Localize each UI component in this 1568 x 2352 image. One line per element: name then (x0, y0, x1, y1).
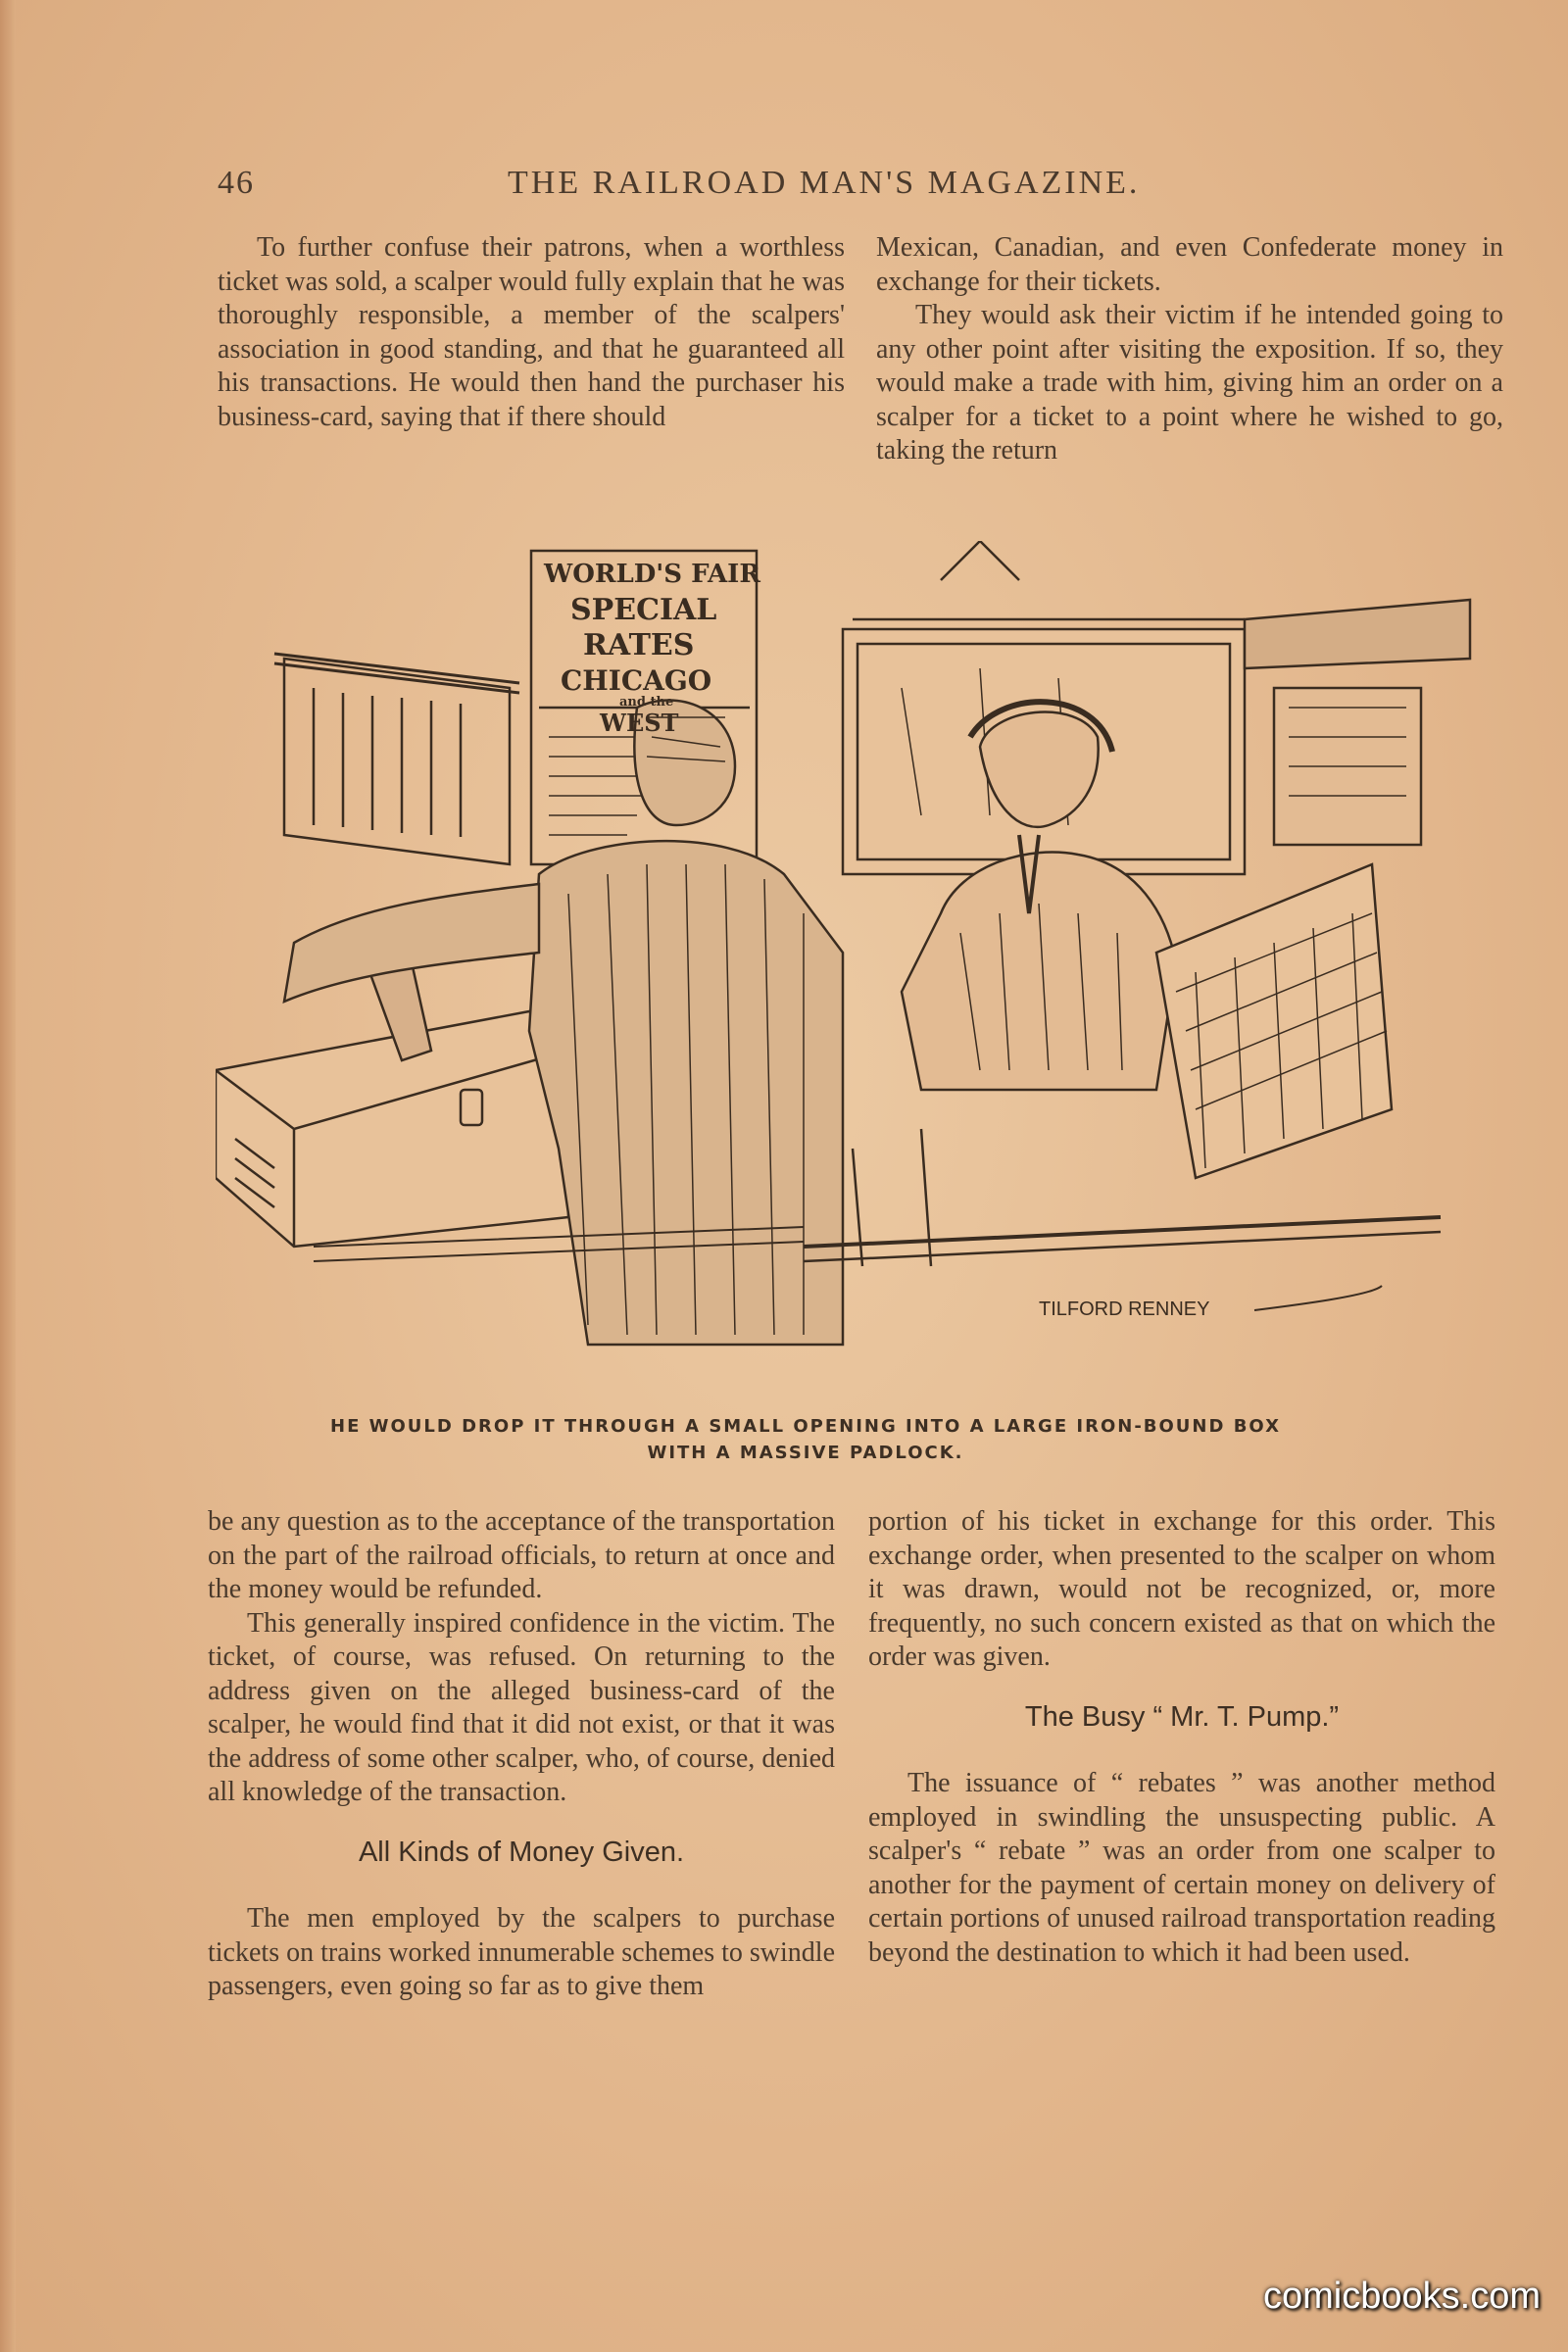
section-heading: All Kinds of Money Given. (358, 1836, 685, 1868)
paragraph: Mexican, Canadian, and even Confederate money in exchange for their tickets. (876, 232, 1503, 297)
sign-line: RATES (583, 628, 695, 662)
caption-line: WITH A MASSIVE PADLOCK. (647, 1443, 964, 1463)
paragraph: They would ask their victim if he intended going to any other point after visiting the exposition. If so, they would make a trade with him, giving him an order on a scalper for a ticket to a point where he wished to go, taking the return (876, 300, 1503, 466)
column-top-right (876, 231, 1503, 468)
sign-line: SPECIAL (570, 593, 717, 627)
watermark: comicbooks.com (1263, 2276, 1541, 2317)
column-bottom-right (868, 1505, 1495, 1970)
sign-line: WORLD'S FAIR (544, 560, 760, 589)
illustration-caption (218, 1413, 1394, 1466)
column-top-left (218, 231, 845, 434)
caption-line: HE WOULD DROP IT THROUGH A SMALL OPENING INTO A LARGE IRON-BOUND BOX (330, 1416, 1281, 1437)
paragraph: The men employed by the scalpers to purchase tickets on trains worked innumerable schemes to swindle passengers, even going so far as to give them (208, 1903, 835, 2001)
sign-line: CHICAGO (561, 664, 712, 697)
paragraph: be any question as to the acceptance of the transportation on the part of the railroad officials, to return at once and the money would be refunded. (208, 1506, 835, 1604)
paragraph: To further confuse their patrons, when a worthless ticket was sold, a scalper would fully explain that he was thoroughly responsible, a member of the scalpers' association in good standing, and that he guaranteed all his transactions. He would then hand the purchaser his business-card, saying that if there should (218, 232, 845, 432)
section-heading: The Busy “ Mr. T. Pump.” (1024, 1700, 1340, 1733)
sign-line: and the (619, 695, 674, 710)
sign-line: WEST (600, 709, 679, 737)
artist-signature: TILFORD RENNEY (1039, 1298, 1210, 1320)
page-number: 46 (218, 165, 255, 201)
paragraph: portion of his ticket in exchange for this order. This exchange order, when presented to the scalper on whom it was drawn, would not be recognized, or, more frequently, no such concern existed as that on which the order was given. (868, 1506, 1495, 1672)
paragraph: The issuance of “ rebates ” was another method employed in swindling the unsuspecting public. A scalper's “ rebate ” was an order from one scalper to another for the payment of certain money on delivery of certain portions of unused railroad transportation reading beyond the destination to which it had been used. (868, 1768, 1495, 1968)
page-header (218, 165, 1217, 204)
paragraph: This generally inspired confidence in the victim. The ticket, of course, was refused. On returning to the address given on the alleged business-card of the scalper, he would find that it did not exist, or that it was the address of some other scalper, who, of course, denied all knowledge of the transaction. (208, 1607, 835, 1807)
illustration (216, 541, 1514, 1394)
column-bottom-left (208, 1505, 835, 2004)
running-title: THE RAILROAD MAN'S MAGAZINE. (508, 165, 1141, 201)
page-edge (0, 0, 16, 2352)
